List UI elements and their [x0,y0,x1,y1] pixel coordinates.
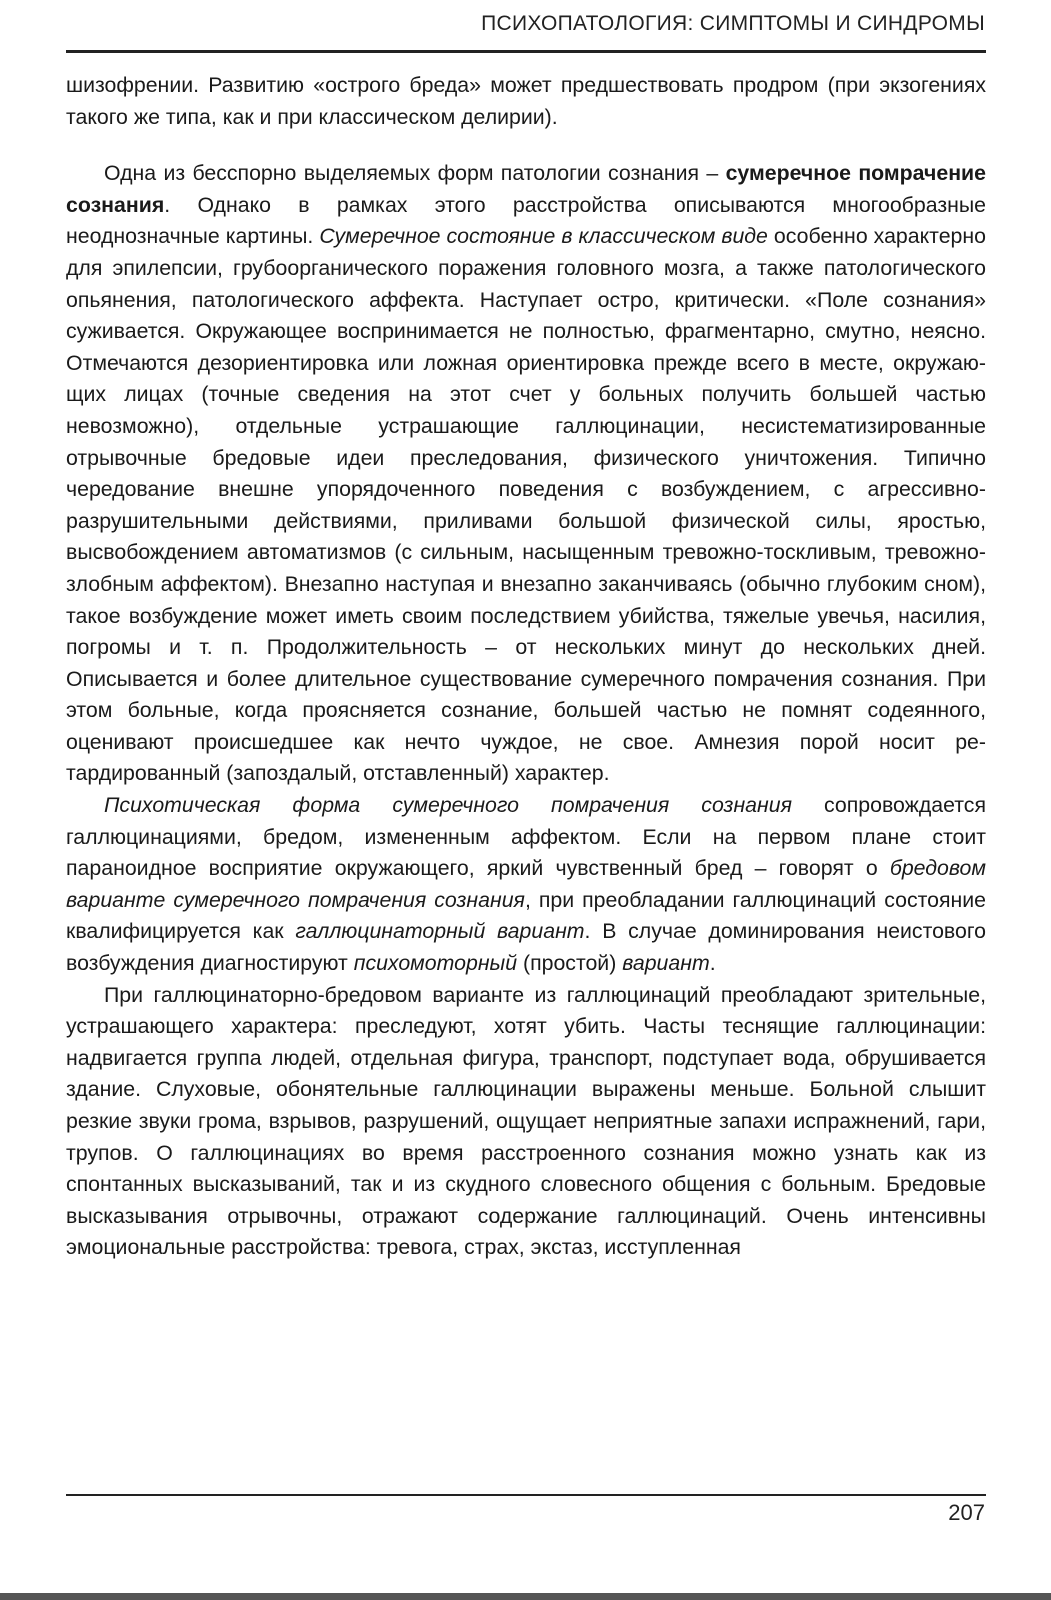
paragraph-psychotic-form: Психотическая форма сумеречного помрачения сознания сопровождается галлюцинациями, бредом, измененным аффектом. Если на первом плане стоит параноидное восприятие окружающего, яркий чувственный бред – говорят о бредовом варианте сумеречного помрачения сознания, при преобладании галлюцинаций состояние квалифицируется как галлюцинаторный вариант. В случае доминирования неистового возбуждения диагностируют психомоторный (простой) вариант. [66,793,986,976]
footer-rule [66,1494,986,1496]
paragraph-hallucinatory-variant: При галлюцинаторно-бредовом варианте из галлюцинаций преобладают зрительные, устрашающего характера: преследуют, хотят убить. Часты теснящие галлюцинации: надвигается группа людей, отдельная фигура, транспорт, подступает вода, обрушивается здание. Слуховые, обонятельные галлюцинации выражены меньше. Больной слышит резкие звуки грома, взрывов, разрушений, ощущает неприятные запахи испражнений, гари, трупов. О галлюцинациях во время расстроенного сознания можно узнать как из спонтанных высказываний, так и из скудного словесного общения с больным. Бредовые высказывания отрывочны, отражают содержание галлюцинаций. Очень интенсивны эмоциональные расстройства: тревога, страх, экстаз, исступленная [66,982,986,1260]
paragraph-twilight-state: Одна из бесспорно выделяемых форм патологии сознания – сумеречное помрачение сознания. Однако в рамках этого расстройства описываются многообразные неоднозначные картины. Сумеречное состояние в классическом виде особенно характерно для эпилепсии, грубоорганического поражения головного мозга, а также патологического опьянения, патологического аффекта. Наступает остро, критически. «Поле сознания» суживается. Окружающее воспринимается не полностью, фрагментарно, смутно, неясно. Отмечаются дезориентировка или ложная ориентировка прежде всего в месте, окружающих лицах (точные сведения на этот счет у больных получить большей частью невозможно), отдельные устрашающие галлюцинации, несистематизированные отрывочные бредовые идеи преследования, физического уничтожения. Типично чередование внешне упорядоченного поведения с возбуждением, с агрессивно-разрушительными действиями, приливами большой физической силы, яростью, высвобождением автоматизмов (с сильным, насыщенным тревожно-тоскливым, тревожно-злобным аффектом). Внезапно наступая и внезапно заканчиваясь (обычно глубоким сном), такое возбуждение может иметь своим последствием убийства, тяжелые увечья, насилия, погромы и т. п. Продолжительность – от нескольких минут до нескольких дней. Описывается и более длительное существование сумеречного помрачения сознания. При этом больные, когда проясняется сознание, большей частью не помнят содеянного, оценивают происшедшее как нечто чуждое, не свое. Амнезия порой носит ретардированный (запоздалый, отставленный) характер. [66,161,986,786]
running-header: ПСИХОПАТОЛОГИЯ: СИМПТОМЫ И СИНДРОМЫ [481,12,985,35]
header-rule [66,50,986,53]
scan-edge [0,1593,1051,1600]
paragraph-continuation: шизофрении. Развитию «острого бреда» может предшествовать продром (при экзогениях такого же типа, как и при классическом делирии). [66,73,986,129]
term-twilight-clouding: сумеречное помрачение сознания [66,161,986,217]
page-body [66,70,986,1264]
page-number: 207 [948,1500,985,1525]
term-classic-form: Сумеречное состояние в классическом виде [319,224,768,249]
